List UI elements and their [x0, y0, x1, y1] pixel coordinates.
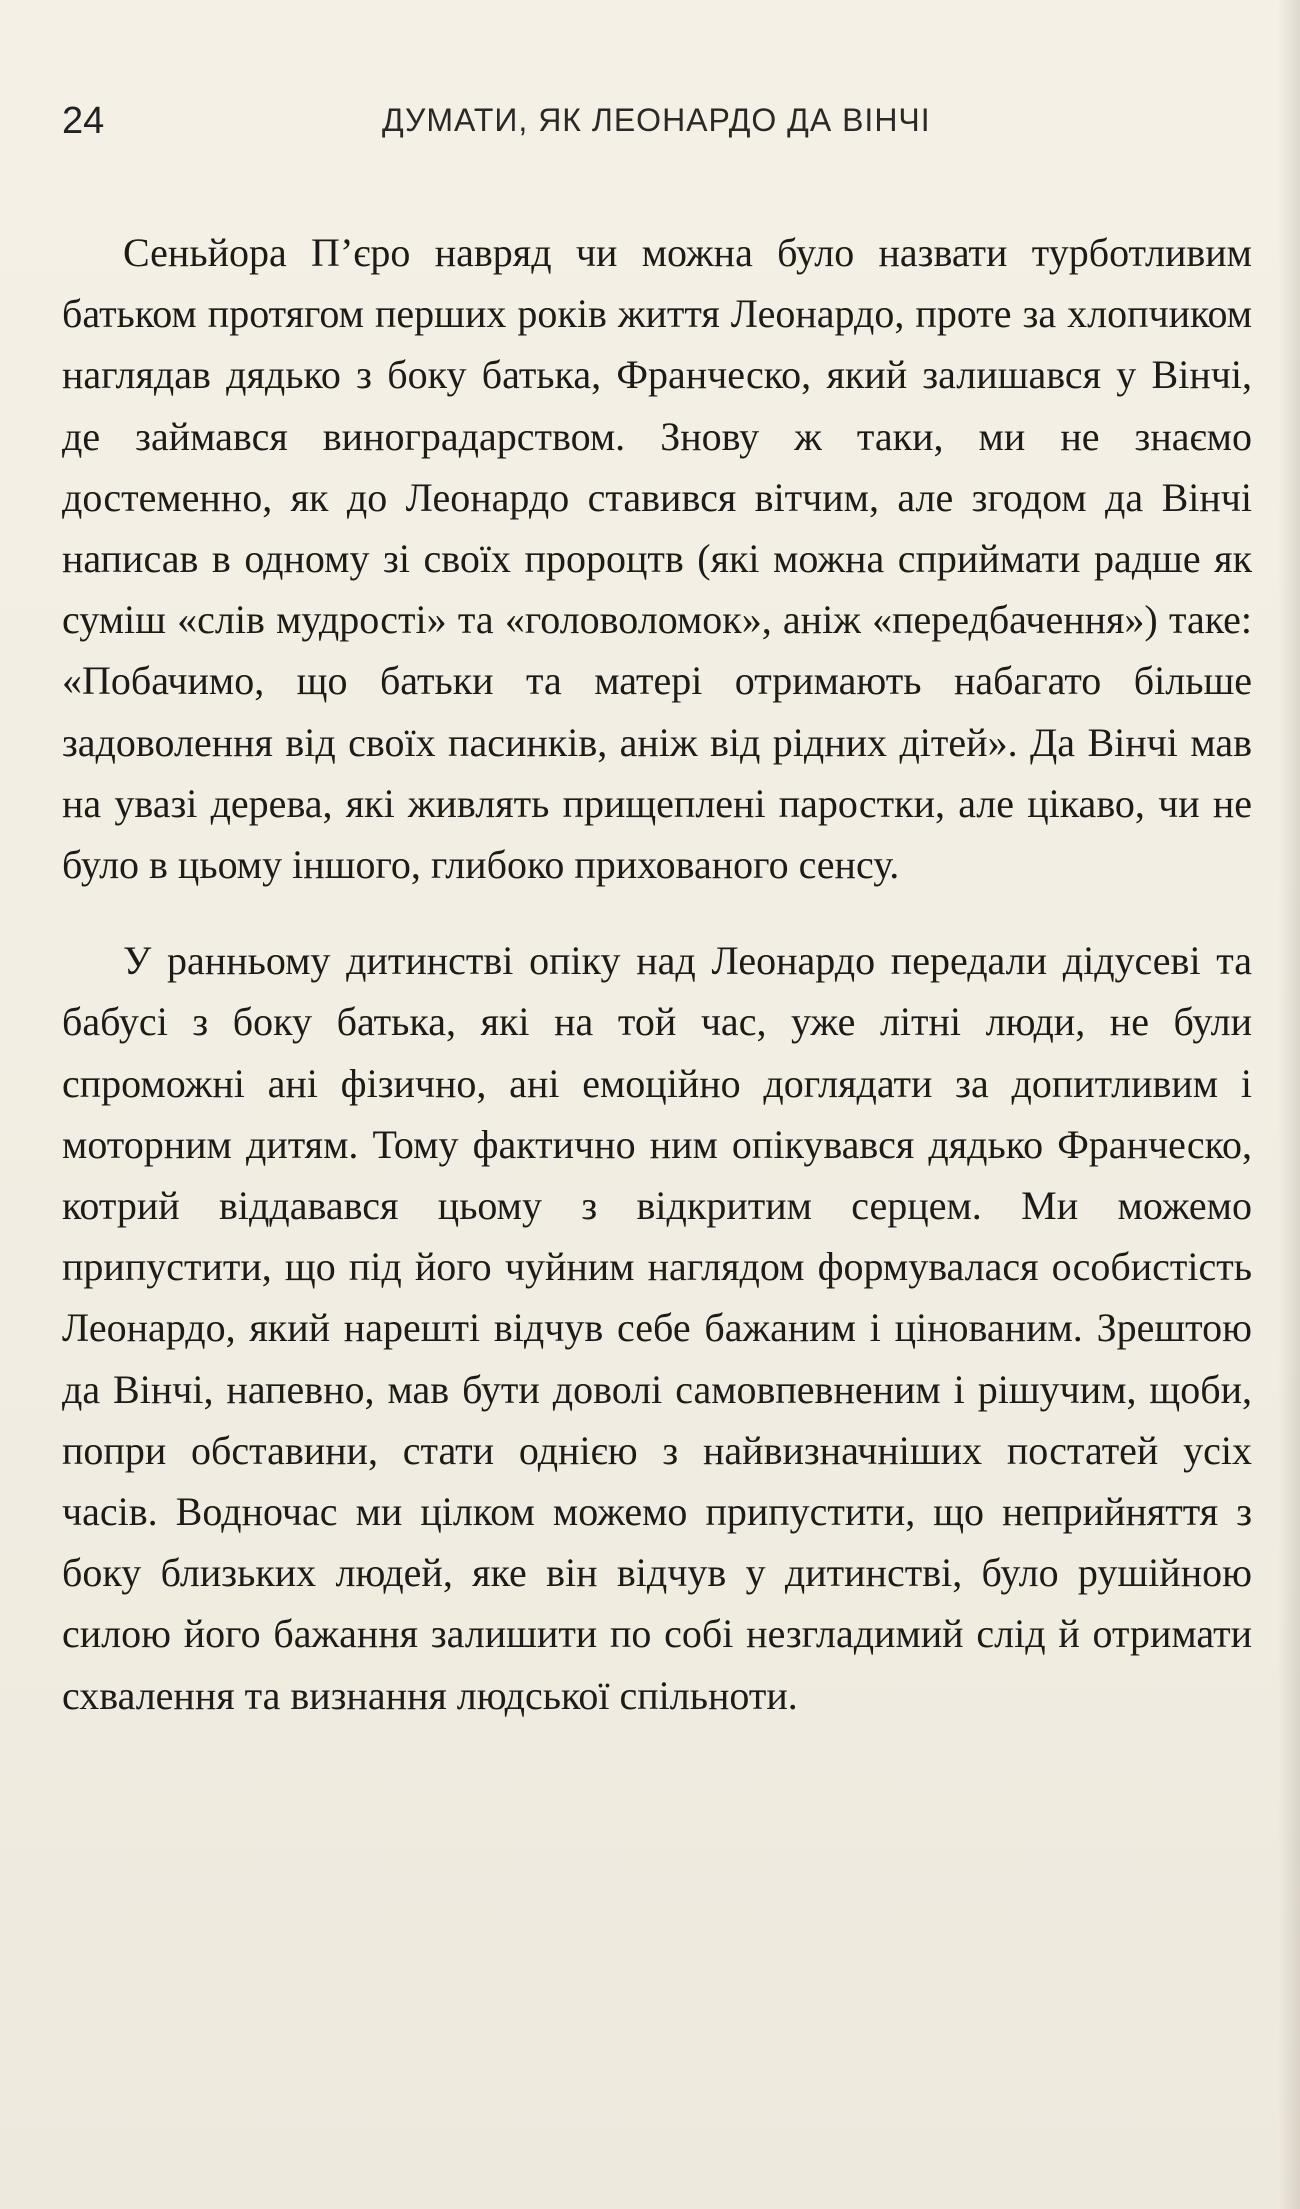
page-edge-shadow — [1278, 0, 1300, 2209]
body-text — [62, 222, 1252, 1726]
paragraph-2: У ранньому дитинстві опіку над Леонардо передали дідусеві та бабусі з боку батька, які на той час, уже літні люди, не були спроможні ані фізично, ані емоційно доглядати за допитливим і моторним дитям. Тому фактично ним опікувався дядько Франческо, котрий віддавався цьому з відкритим серцем. Ми можемо припустити, що під його чуйним наглядом формувалася особистість Леонардо, який нарешті відчув себе бажаним і цінованим. Зрештою да Вінчі, напевно, мав бути доволі самовпевненим і рішучим, щоби, попри обставини, стати однією з найвизначніших постатей усіх часів. Водночас ми цілком можемо припустити, що неприйняття з боку близьких людей, яке він відчув у дитинстві, було рушійною силою його бажання залишити по собі незгладимий слід й отримати схвалення та визнання людської спільноти. — [62, 938, 1252, 1718]
paragraph-1: Сеньйора П’єро навряд чи можна було назвати турботливим батьком протягом перших років життя Леонардо, проте за хлопчиком наглядав дядько з боку батька, Франческо, який залишався у Вінчі, де займався виноградарством. Знову ж таки, ми не знаємо достеменно, як до Леонардо ставився вітчим, але згодом да Вінчі написав в одному зі своїх пророцтв (які можна сприймати радше як суміш «слів мудрості» та «головоломок», аніж «передбачення») таке: «Побачимо, що батьки та матері отримають набагато більше задоволення від своїх пасинків, аніж від рідних дітей». Да Вінчі мав на увазі дерева, які живлять прищеплені паростки, але цікаво, чи не було в цьому іншого, глибоко прихованого сенсу. — [62, 230, 1252, 888]
page-number: 24 — [62, 100, 105, 142]
page-header — [62, 100, 1240, 150]
running-title: ДУМАТИ, ЯК ЛЕОНАРДО ДА ВІНЧІ — [382, 102, 931, 138]
